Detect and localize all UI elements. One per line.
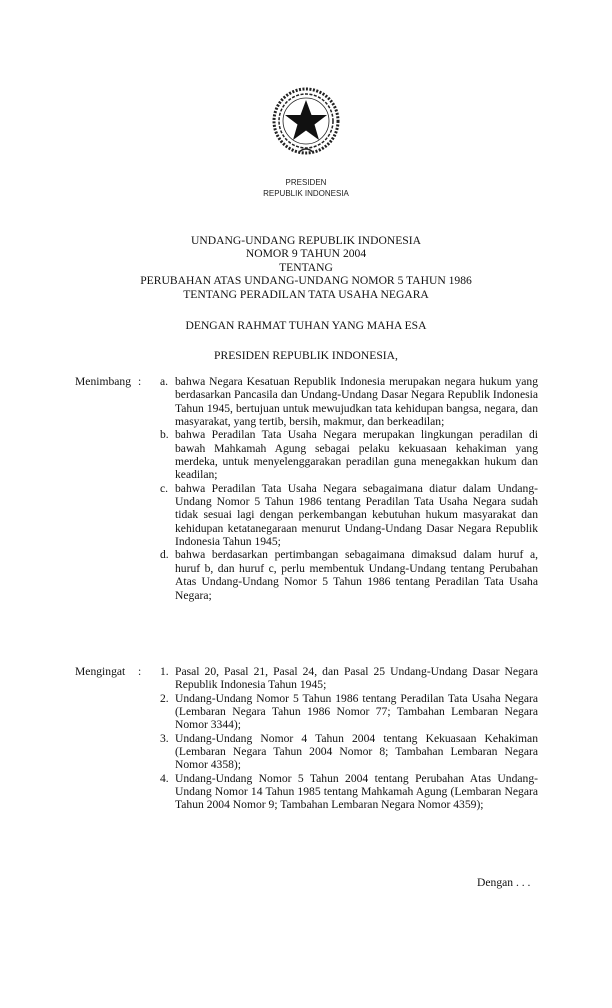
title-line: NOMOR 9 TAHUN 2004 <box>245 247 367 261</box>
list-item <box>160 772 538 812</box>
item-text: bahwa berdasarkan pertimbangan sebagaimana dimaksud dalam huruf a, huruf b, dan huruf c, perlu membentuk Undang-Undang tentang Perubahan Atas Undang-Undang Nomor 5 Tahun 1986 tentang Peradilan Tata Usaha Negara; <box>175 548 538 602</box>
list-item <box>160 732 538 772</box>
list-item <box>160 428 538 481</box>
document-title <box>0 234 612 301</box>
item-text: Undang-Undang Nomor 5 Tahun 2004 tentang Perubahan Atas Undang-Undang Nomor 14 Tahun 1985 tentang Mahkamah Agung (Lembaran Negara Tahun 2004 Nomor 9; Tambahan Lembaran Negara Nomor 4359); <box>175 771 538 812</box>
menimbang-items <box>160 375 538 602</box>
letterhead-republik-indonesia: REPUBLIK INDONESIA <box>263 189 349 198</box>
title-line: PERUBAHAN ATAS UNDANG-UNDANG NOMOR 5 TAHUN 1986 <box>140 274 472 288</box>
title-line: TENTANG PERADILAN TATA USAHA NEGARA <box>183 287 429 301</box>
list-item <box>160 548 538 601</box>
mengingat-items <box>160 665 538 812</box>
letterhead-presiden: PRESIDEN <box>285 178 327 187</box>
presidential-emblem-icon <box>271 86 341 158</box>
item-text: Undang-Undang Nomor 4 Tahun 2004 tentang Kekuasaan Kehakiman (Lembaran Negara Tahun 2004 Nomor 8; Tambahan Lembaran Negara Nomor 4358); <box>175 731 538 772</box>
section-colon: : <box>138 665 142 678</box>
item-text: bahwa Peradilan Tata Usaha Negara sebagaimana diatur dalam Undang-Undang Nomor 5 Tahun 1986 tentang Peradilan Tata Usaha Negara sudah tidak sesuai lagi dengan perkembangan kebutuhan hukum masyarakat dan kehidupan ketatanegaraan menurut Undang-Undang Dasar Negara Republik Indonesia Tahun 1945; <box>175 481 538 549</box>
item-marker: d. <box>160 548 169 562</box>
item-text: Undang-Undang Nomor 5 Tahun 1986 tentang Peradilan Tata Usaha Negara (Lembaran Negara Tahun 1986 Nomor 77; Tambahan Lembaran Negara Nomor 3344); <box>175 691 538 732</box>
item-text: bahwa Peradilan Tata Usaha Negara merupakan lingkungan peradilan di bawah Mahkamah Agung sebagai pelaku kekuasaan kehakiman yang merdeka, untuk menyelenggarakan peradilan guna menegakkan hukum dan keadilan; <box>175 428 538 482</box>
section-colon: : <box>138 375 142 388</box>
item-marker: c. <box>160 481 169 495</box>
item-marker: 3. <box>160 731 169 745</box>
list-item <box>160 375 538 428</box>
item-text: Pasal 20, Pasal 21, Pasal 24, dan Pasal 25 Undang-Undang Dasar Negara Republik Indonesia Tahun 1945; <box>175 665 538 692</box>
title-line: UNDANG-UNDANG REPUBLIK INDONESIA <box>191 234 421 247</box>
list-item <box>160 482 538 549</box>
list-item <box>160 692 538 732</box>
item-marker: a. <box>160 375 169 388</box>
item-marker: 4. <box>160 771 169 785</box>
section-label: Mengingat <box>75 665 126 678</box>
president-heading: PRESIDEN REPUBLIK INDONESIA, <box>214 349 398 362</box>
item-marker: b. <box>160 428 169 442</box>
item-marker: 2. <box>160 691 169 705</box>
invocation: DENGAN RAHMAT TUHAN YANG MAHA ESA <box>185 319 427 332</box>
title-line: TENTANG <box>279 260 333 274</box>
section-label: Menimbang <box>75 375 132 388</box>
page-continuation: Dengan . . . <box>477 876 531 889</box>
list-item <box>160 665 538 692</box>
item-marker: 1. <box>160 665 169 678</box>
item-text: bahwa Negara Kesatuan Republik Indonesia merupakan negara hukum yang berdasarkan Pancasila dan Undang-Undang Dasar Negara Republik Indonesia Tahun 1945, bertujuan untuk mewujudkan tata kehidupan bangsa, negara, dan masyarakat, yang tertib, bersih, makmur, dan berkeadilan; <box>175 375 538 429</box>
